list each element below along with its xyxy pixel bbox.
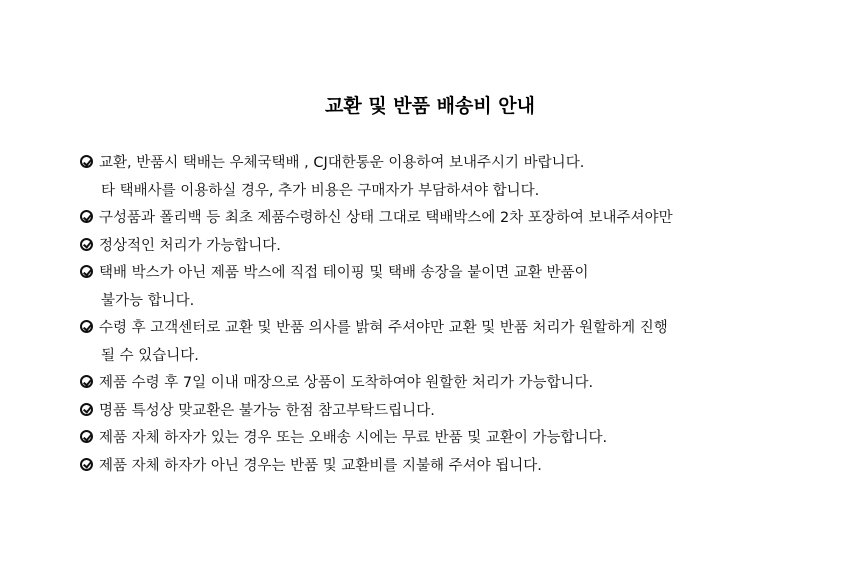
notice-text: 제품 자체 하자가 아닌 경우는 반품 및 교환비를 지불해 주셔야 됩니다.	[99, 457, 542, 474]
check-circle-icon	[80, 320, 93, 333]
notice-text: 제품 자체 하자가 있는 경우 또는 오배송 시에는 무료 반품 및 교환이 가능합니다.	[99, 430, 608, 446]
notice-text: 명품 특성상 맞교환은 불가능 한점 참고부탁드립니다.	[99, 402, 435, 419]
notice-item	[80, 315, 840, 370]
check-circle-icon	[80, 238, 93, 251]
notice-text: 제품 수령 후 7일 이내 매장으로 상품이 도착하여야 원할한 처리가 가능합니다.	[99, 375, 594, 391]
notice-text: 구성품과 폴리백 등 최초 제품수령하신 상태 그대로 택배박스에 2차 포장하여 보내주셔야만	[99, 210, 673, 226]
notice-item	[80, 233, 840, 261]
notice-item	[80, 150, 840, 205]
notice-item	[80, 425, 840, 453]
notice-text: 교환, 반품시 택배는 우체국택배 , CJ대한통운 이용하여 보내주시기 바랍니다.	[99, 155, 585, 171]
page-title: 교환 및 반품 배송비 안내	[325, 95, 535, 117]
notice-text: 택배 박스가 아닌 제품 박스에 직접 테이핑 및 택배 송장을 붙이면 교환 반품이	[99, 265, 589, 281]
check-circle-icon	[80, 155, 93, 168]
notice-item	[80, 453, 840, 481]
check-circle-icon	[80, 458, 93, 471]
check-circle-icon	[80, 430, 93, 443]
notice-item	[80, 370, 840, 398]
notice-text: 정상적인 처리가 가능합니다.	[99, 237, 281, 254]
notice-item	[80, 205, 840, 233]
notice-text-continued: 불가능 합니다.	[101, 292, 195, 309]
check-circle-icon	[80, 403, 93, 416]
notice-text-continued: 될 수 있습니다.	[101, 347, 199, 364]
notice-item	[80, 260, 840, 315]
notice-text-continued: 타 택배사를 이용하실 경우, 추가 비용은 구매자가 부담하셔야 합니다.	[101, 182, 540, 199]
check-circle-icon	[80, 265, 93, 278]
notice-item	[80, 398, 840, 426]
notice-list	[80, 150, 840, 480]
check-circle-icon	[80, 210, 93, 223]
check-circle-icon	[80, 375, 93, 388]
notice-text: 수령 후 고객센터로 교환 및 반품 의사를 밝혀 주셔야만 교환 및 반품 처리가 원할하게 진행	[99, 320, 668, 336]
